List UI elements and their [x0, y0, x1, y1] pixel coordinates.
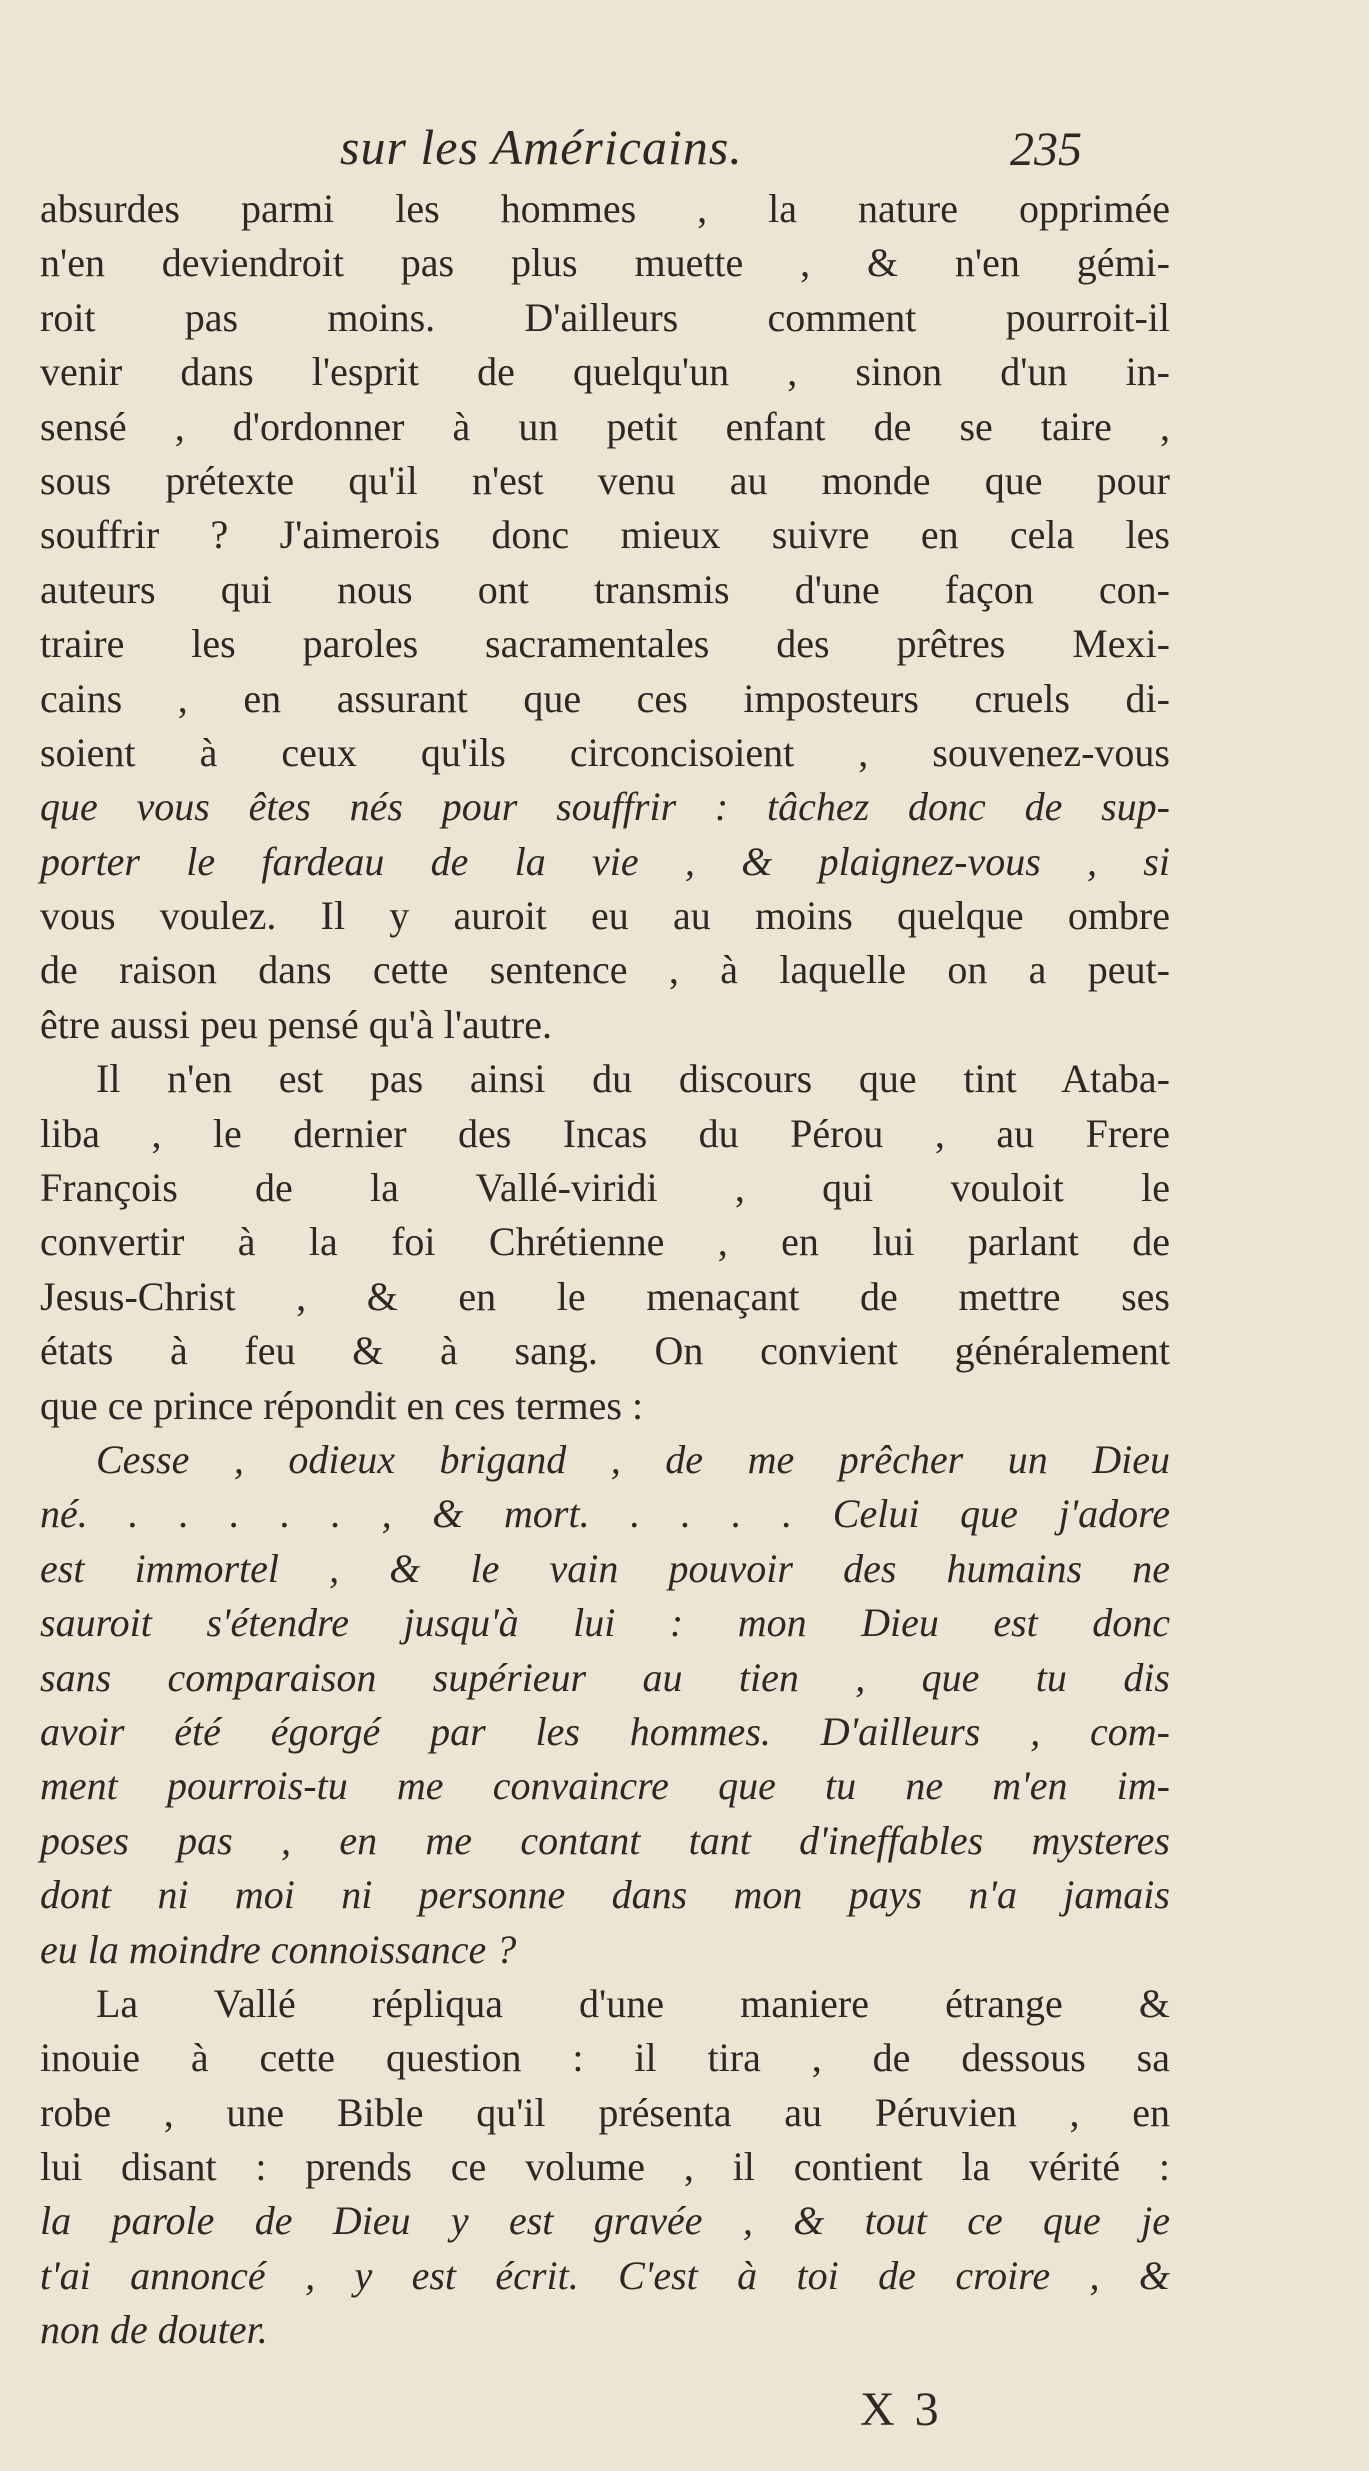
text-line: roit pas moins. D'ailleurs comment pourroit-il [40, 294, 1170, 340]
body-text [40, 182, 1170, 2358]
text-line: non de douter. [40, 2307, 268, 2353]
signature-mark: X 3 [860, 2383, 943, 2436]
page-header [0, 118, 1369, 188]
text-line: états à feu & à sang. On convient généralement [40, 1328, 1170, 1374]
text-line: Cesse , odieux brigand , de me prêcher un Dieu [96, 1436, 1170, 1482]
text-line: venir dans l'esprit de quelqu'un , sinon d'un in- [40, 349, 1170, 395]
text-line: dont ni moi ni personne dans mon pays n'a jamais [40, 1872, 1170, 1918]
text-line: La Vallé répliqua d'une maniere étrange & [96, 1980, 1170, 2026]
text-line: que vous êtes nés pour souffrir : tâchez donc de sup- [40, 784, 1170, 830]
text-line: traire les paroles sacramentales des prêtres Mexi- [40, 621, 1170, 667]
text-line: de raison dans cette sentence , à laquelle on a peut- [40, 947, 1170, 993]
text-line: souffrir ? J'aimerois donc mieux suivre en cela les [40, 512, 1170, 558]
text-line: absurdes parmi les hommes , la nature opprimée [40, 186, 1170, 231]
text-line: convertir à la foi Chrétienne , en lui parlant de [40, 1219, 1170, 1265]
text-line: robe , une Bible qu'il présenta au Péruvien , en [40, 2089, 1170, 2135]
text-line: Il n'en est pas ainsi du discours que tint Ataba- [96, 1056, 1170, 1102]
text-line: t'ai annoncé , y est écrit. C'est à toi de croire , & [40, 2252, 1170, 2298]
text-line: auteurs qui nous ont transmis d'une façon con- [40, 566, 1170, 612]
text-line: inouie à cette question : il tira , de dessous sa [40, 2035, 1170, 2081]
text-line: né. . . . . . , & mort. . . . . Celui que j'adore [40, 1491, 1170, 1537]
running-title: sur les Américains. [340, 119, 743, 175]
text-line: cains , en assurant que ces imposteurs cruels di- [40, 675, 1170, 721]
text-line: être aussi peu pensé qu'à l'autre. [40, 1001, 552, 1047]
text-line: lui disant : prends ce volume , il contient la vérité : [40, 2144, 1170, 2190]
text-line: vous voulez. Il y auroit eu au moins quelque ombre [40, 893, 1170, 939]
text-line: est immortel , & le vain pouvoir des humains ne [40, 1545, 1170, 1591]
text-line: poses pas , en me contant tant d'ineffables mysteres [40, 1817, 1170, 1863]
text-line: sans comparaison supérieur au tien , que tu dis [40, 1654, 1170, 1700]
text-line: ment pourrois-tu me convaincre que tu ne m'en im- [40, 1763, 1170, 1809]
text-line: sauroit s'étendre jusqu'à lui : mon Dieu est donc [40, 1600, 1170, 1646]
text-line: sensé , d'ordonner à un petit enfant de se taire , [40, 403, 1170, 449]
page-number: 235 [1010, 123, 1082, 176]
text-line: liba , le dernier des Incas du Pérou , au Frere [40, 1110, 1170, 1156]
text-line: Jesus-Christ , & en le menaçant de mettre ses [40, 1273, 1170, 1319]
text-line: soient à ceux qu'ils circoncisoient , souvenez-vous [40, 729, 1170, 775]
text-line: sous prétexte qu'il n'est venu au monde que pour [40, 457, 1170, 503]
text-line: François de la Vallé-viridi , qui vouloit le [40, 1165, 1170, 1211]
text-line: eu la moindre connoissance ? [40, 1926, 517, 1972]
text-line: n'en deviendroit pas plus muette , & n'en gémi- [40, 240, 1170, 286]
text-line: la parole de Dieu y est gravée , & tout ce que je [40, 2198, 1170, 2244]
text-line: que ce prince répondit en ces termes : [40, 1382, 644, 1428]
text-line: porter le fardeau de la vie , & plaignez-vous , si [40, 838, 1170, 884]
text-line: avoir été égorgé par les hommes. D'ailleurs , com- [40, 1708, 1170, 1754]
